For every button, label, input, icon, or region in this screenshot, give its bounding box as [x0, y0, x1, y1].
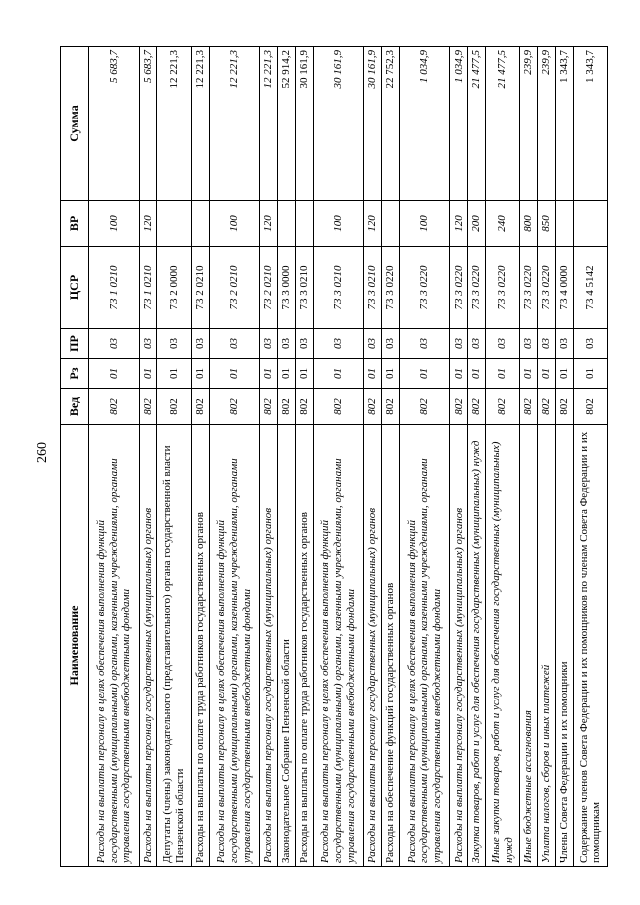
row-rz: 01	[538, 359, 556, 389]
row-vr: 120	[450, 201, 468, 247]
row-sum: 1 343,7	[555, 47, 573, 201]
row-csr: 73 4 0000	[555, 247, 573, 329]
row-vr: 120	[364, 201, 382, 247]
budget-table-frame	[60, 47, 608, 867]
row-vr: 100	[89, 201, 140, 247]
row-vr: 120	[139, 201, 157, 247]
table-row	[538, 47, 556, 867]
row-pr: 03	[382, 329, 400, 359]
header-rz: Рз	[61, 359, 89, 389]
row-rz: 01	[450, 359, 468, 389]
row-vr	[157, 201, 191, 247]
row-vr: 200	[468, 201, 486, 247]
row-name: Члены Совета Федерации и их помощники	[555, 425, 573, 867]
table-row	[573, 47, 607, 867]
row-csr: 73 1 0210	[139, 247, 157, 329]
row-vr	[382, 201, 400, 247]
header-pr: ПР	[61, 329, 89, 359]
row-csr: 73 2 0210	[191, 247, 209, 329]
row-name: Расходы на выплаты персоналу в целях обеспечения выполнения функций государственными (муниципальными) органами, казенными учреждениями, органами управления государственными внебюджетными фондами	[399, 425, 450, 867]
table-row	[468, 47, 486, 867]
row-pr: 03	[573, 329, 607, 359]
row-vr: 100	[313, 201, 364, 247]
row-name: Закупка товаров, работ и услуг для обеспечения государственных (муниципальных) нужд	[468, 425, 486, 867]
row-ved: 802	[555, 389, 573, 425]
row-pr: 03	[277, 329, 295, 359]
row-ved: 802	[191, 389, 209, 425]
row-pr: 03	[399, 329, 450, 359]
header-sum: Сумма	[61, 47, 89, 201]
row-pr: 03	[538, 329, 556, 359]
row-ved: 802	[468, 389, 486, 425]
table-row	[260, 47, 278, 867]
row-name: Расходы на обеспечение функций государственных органов	[382, 425, 400, 867]
table-header-row	[61, 47, 89, 867]
table-row	[486, 47, 520, 867]
row-sum: 1 343,7	[573, 47, 607, 201]
table-row	[295, 47, 313, 867]
row-sum: 21 477,5	[486, 47, 520, 201]
row-vr	[277, 201, 295, 247]
table-row	[399, 47, 450, 867]
row-name: Расходы на выплаты по оплате труда работников государственных органов	[191, 425, 209, 867]
row-pr: 03	[520, 329, 538, 359]
table-row	[382, 47, 400, 867]
row-sum: 21 477,5	[468, 47, 486, 201]
row-ved: 802	[277, 389, 295, 425]
table-row	[89, 47, 140, 867]
row-name: Законодательное Собрание Пензенской области	[277, 425, 295, 867]
row-rz: 01	[157, 359, 191, 389]
row-name: Иные бюджетные ассигнования	[520, 425, 538, 867]
row-ved: 802	[89, 389, 140, 425]
row-pr: 03	[468, 329, 486, 359]
row-name: Иные закупки товаров, работ и услуг для обеспечения государственных (муниципальных) нужд	[486, 425, 520, 867]
row-name: Уплата налогов, сборов и иных платежей	[538, 425, 556, 867]
table-row	[209, 47, 260, 867]
row-pr: 03	[260, 329, 278, 359]
row-vr: 800	[520, 201, 538, 247]
row-name: Расходы на выплаты персоналу в целях обеспечения выполнения функций государственными (муниципальными) органами, казенными учреждениями, органами управления государственными внебюджетными фондами	[89, 425, 140, 867]
row-sum: 30 161,9	[313, 47, 364, 201]
row-pr: 03	[555, 329, 573, 359]
row-csr: 73 3 0220	[538, 247, 556, 329]
table-row	[364, 47, 382, 867]
row-rz: 01	[382, 359, 400, 389]
header-csr: ЦСР	[61, 247, 89, 329]
row-rz: 01	[573, 359, 607, 389]
row-pr: 03	[157, 329, 191, 359]
row-name: Расходы на выплаты персоналу государственных (муниципальных) органов	[139, 425, 157, 867]
table-row	[139, 47, 157, 867]
row-ved: 802	[260, 389, 278, 425]
row-pr: 03	[450, 329, 468, 359]
row-ved: 802	[486, 389, 520, 425]
table-row	[450, 47, 468, 867]
row-vr: 100	[399, 201, 450, 247]
row-name: Расходы на выплаты по оплате труда работников государственных органов	[295, 425, 313, 867]
row-rz: 01	[139, 359, 157, 389]
table-row	[555, 47, 573, 867]
row-rz: 01	[486, 359, 520, 389]
row-sum: 239,9	[538, 47, 556, 201]
table-row	[277, 47, 295, 867]
row-name: Расходы на выплаты персоналу в целях обеспечения выполнения функций государственными (муниципальными) органами, казенными учреждениями, органами управления государственными внебюджетными фондами	[313, 425, 364, 867]
row-ved: 802	[209, 389, 260, 425]
row-vr: 100	[209, 201, 260, 247]
row-rz: 01	[555, 359, 573, 389]
row-rz: 01	[399, 359, 450, 389]
row-vr: 120	[260, 201, 278, 247]
row-ved: 802	[573, 389, 607, 425]
row-ved: 802	[364, 389, 382, 425]
row-ved: 802	[450, 389, 468, 425]
row-ved: 802	[313, 389, 364, 425]
row-vr	[555, 201, 573, 247]
table-row	[191, 47, 209, 867]
row-name: Расходы на выплаты персоналу государственных (муниципальных) органов	[450, 425, 468, 867]
row-rz: 01	[313, 359, 364, 389]
row-sum: 239,9	[520, 47, 538, 201]
row-vr: 240	[486, 201, 520, 247]
row-rz: 01	[520, 359, 538, 389]
row-pr: 03	[313, 329, 364, 359]
row-pr: 03	[364, 329, 382, 359]
table-row	[520, 47, 538, 867]
row-rz: 01	[295, 359, 313, 389]
row-sum: 5 683,7	[89, 47, 140, 201]
row-sum: 12 221,3	[209, 47, 260, 201]
row-name: Расходы на выплаты персоналу государственных (муниципальных) органов	[260, 425, 278, 867]
row-name: Депутаты (члены) законодательного (представительного) органа государственной власти Пензенской области	[157, 425, 191, 867]
row-pr: 03	[486, 329, 520, 359]
row-name: Содержание членов Совета Федерации и их помощников по членам Совета Федерации и их помощникам	[573, 425, 607, 867]
row-csr: 73 3 0220	[468, 247, 486, 329]
row-vr	[295, 201, 313, 247]
row-vr: 850	[538, 201, 556, 247]
page-number: 260	[35, 442, 50, 463]
row-sum: 5 683,7	[139, 47, 157, 201]
row-sum: 12 221,3	[260, 47, 278, 201]
row-vr	[573, 201, 607, 247]
row-rz: 01	[364, 359, 382, 389]
row-ved: 802	[399, 389, 450, 425]
row-csr: 73 2 0000	[157, 247, 191, 329]
row-csr: 73 3 0220	[399, 247, 450, 329]
row-rz: 01	[468, 359, 486, 389]
row-name: Расходы на выплаты персоналу государственных (муниципальных) органов	[364, 425, 382, 867]
row-csr: 73 2 0210	[209, 247, 260, 329]
row-csr: 73 3 0210	[313, 247, 364, 329]
row-ved: 802	[538, 389, 556, 425]
table-row	[157, 47, 191, 867]
row-sum: 22 752,3	[382, 47, 400, 201]
row-csr: 73 3 0220	[382, 247, 400, 329]
row-rz: 01	[209, 359, 260, 389]
row-csr: 73 1 0210	[89, 247, 140, 329]
row-csr: 73 3 0220	[486, 247, 520, 329]
row-pr: 03	[295, 329, 313, 359]
row-name: Расходы на выплаты персоналу в целях обеспечения выполнения функций государственными (муниципальными) органами, казенными учреждениями, органами управления государственными внебюджетными фондами	[209, 425, 260, 867]
row-sum: 12 221,3	[157, 47, 191, 201]
row-rz: 01	[277, 359, 295, 389]
row-sum: 52 914,2	[277, 47, 295, 201]
row-ved: 802	[157, 389, 191, 425]
row-pr: 03	[89, 329, 140, 359]
row-csr: 73 3 0220	[450, 247, 468, 329]
row-csr: 73 4 5142	[573, 247, 607, 329]
row-rz: 01	[191, 359, 209, 389]
row-sum: 30 161,9	[295, 47, 313, 201]
row-sum: 1 034,9	[450, 47, 468, 201]
row-pr: 03	[139, 329, 157, 359]
table-row	[313, 47, 364, 867]
row-csr: 73 3 0000	[277, 247, 295, 329]
row-pr: 03	[209, 329, 260, 359]
row-sum: 30 161,9	[364, 47, 382, 201]
header-vr: ВР	[61, 201, 89, 247]
row-rz: 01	[260, 359, 278, 389]
row-rz: 01	[89, 359, 140, 389]
row-csr: 73 2 0210	[260, 247, 278, 329]
header-ved: Вед	[61, 389, 89, 425]
row-pr: 03	[191, 329, 209, 359]
row-csr: 73 3 0210	[295, 247, 313, 329]
row-csr: 73 3 0210	[364, 247, 382, 329]
row-vr	[191, 201, 209, 247]
row-sum: 1 034,9	[399, 47, 450, 201]
row-ved: 802	[520, 389, 538, 425]
row-csr: 73 3 0220	[520, 247, 538, 329]
budget-table	[60, 46, 608, 867]
row-ved: 802	[382, 389, 400, 425]
row-ved: 802	[139, 389, 157, 425]
header-name: Наименование	[61, 425, 89, 867]
row-ved: 802	[295, 389, 313, 425]
row-sum: 12 221,3	[191, 47, 209, 201]
